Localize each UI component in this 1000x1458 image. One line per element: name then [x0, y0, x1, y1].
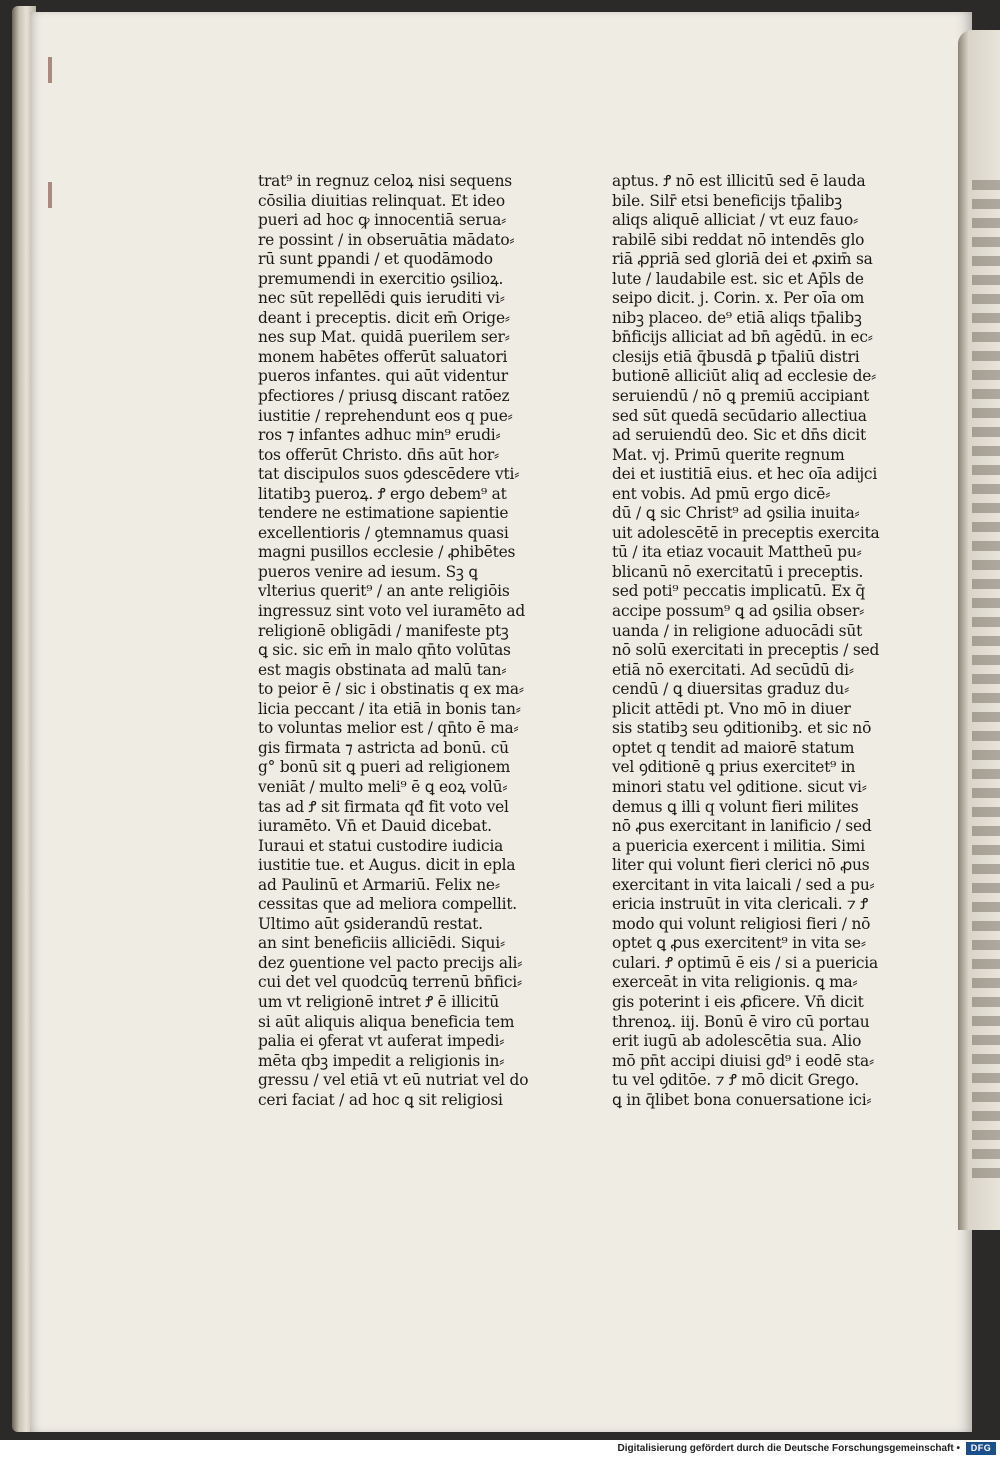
- text-line: lute / laudabile est. sic et Ap̄l̄s de: [612, 269, 864, 288]
- facing-page-text-bleed: [972, 180, 1000, 1180]
- text-line: dū / ꝗ sic Christ⁹ ad ꝯsilia inuita⸗: [612, 504, 860, 523]
- text-line: ceri faciat / ad hoc ꝗ sit religiosi: [258, 1090, 503, 1109]
- text-line: rū sunt ꝑpandi / et quodāmodo: [258, 250, 493, 269]
- text-line: dez ꝯuentione vel pacto precijs ali⸗: [258, 953, 523, 972]
- text-line: cui det̄ vel quodcūꝗ terrenū bn̄fici⸗: [258, 973, 522, 992]
- text-line: est magis obstinata ad malū tan⸗: [258, 660, 507, 679]
- text-line: trat⁹ in regnuz celoꝝ nisi sequens: [258, 172, 512, 190]
- text-line: to voluntas melior est / qn̄to ē ma⸗: [258, 719, 519, 738]
- text-line: Ultimo aūt ꝯsiderandū restat.: [258, 914, 483, 933]
- text-line: bile. Silr̄ etsi beneficijs tp̄alibꝫ: [612, 191, 842, 210]
- text-line: plicit̄ attēdi pt̄. Vno mō in diuer: [612, 699, 851, 718]
- facing-page: [958, 30, 1000, 1230]
- text-line: accipe possum⁹ ꝗ ad ꝯsilia obser⸗: [612, 602, 865, 621]
- text-line: nec sūt repellēdi ꝗuis ieruditi vi⸗: [258, 289, 505, 308]
- text-line: ericia instruūt̄ in vita clericali. ⁊ Ꝭ: [612, 895, 869, 914]
- text-line: nō ꝓus exercitant̄ in lanificio / sed: [612, 817, 872, 836]
- text-line: re possint / in obseruātia mādato⸗: [258, 230, 515, 249]
- text-line: iuramēto. Vn̄ et Dauid dicebat.: [258, 817, 492, 836]
- text-line: nibꝫ placeo. de⁹ etiā aliqs tp̄alibꝫ: [612, 308, 862, 327]
- text-line: tos offerūt Christo. dn̄s aūt hor⸗: [258, 445, 499, 464]
- text-line: litatibꝫ pueroꝝ. Ꝭ ergo debem⁹ at: [258, 484, 507, 503]
- text-line: optet q tendit ad maiorē statum: [612, 738, 855, 757]
- text-line: palia ei ꝯferat vt auferat impedi⸗: [258, 1032, 505, 1051]
- text-line: seruiendū / nō ꝗ premiū accipiant: [612, 387, 870, 406]
- dfg-logo[interactable]: DFG: [966, 1442, 996, 1455]
- text-line: to peior ē / sic i obstinatis q ex ma⸗: [258, 680, 524, 699]
- text-line: riā ꝓpriā sed gloriā dei et ꝓxim̄ sa: [612, 250, 873, 269]
- text-line: aptus. Ꝭ nō est illicitū sed ē lauda: [612, 172, 866, 190]
- text-line: Iuraui et statui custodire iudicia: [258, 836, 504, 855]
- text-line: erit iugū ab adolescētia sua. Alio: [612, 1032, 862, 1051]
- text-line: deant̄ i preceptis. dicit em̄ Orige⸗: [258, 308, 510, 327]
- text-line: ros ⁊ infantes adhuc min⁹ erudi⸗: [258, 426, 501, 445]
- text-line: tas ad Ꝭ sit firmata qđ fit voto vel: [258, 797, 509, 816]
- text-line: tu vel ꝯditōe. ⁊ Ꝭ mō dicit Grego.: [612, 1071, 859, 1090]
- text-line: a puericia exercent̄ i militia. Simi: [612, 836, 866, 855]
- text-line: sis statibꝫ seu ꝯditionibꝫ. et sic nō: [612, 719, 872, 738]
- right-text-column: [612, 172, 902, 1110]
- text-line: uanda / in religione aduocādi sūt: [612, 621, 863, 640]
- text-line: pueri ad hoc ꝙ innocentiā serua⸗: [258, 211, 507, 230]
- text-line: veniāt / multo meli⁹ ē ꝗ eoꝝ volū⸗: [258, 777, 508, 796]
- text-line: ent̄ vobis. Ad pmū ergo dicē⸗: [612, 484, 831, 503]
- text-line: demus ꝗ illi q volunt fieri milites: [612, 797, 859, 816]
- text-line: magni pusillos ecclesie / ꝓhibētes: [258, 543, 516, 562]
- text-line: gressu / vel etiā vt eū nutriat vel do: [258, 1071, 529, 1090]
- text-line: aliqs aliquē alliciat / vt euz fauo⸗: [612, 211, 859, 230]
- text-line: liter qui volunt fieri clerici nō ꝓus: [612, 856, 870, 875]
- text-line: optet ꝗ ꝓus exercitent⁹ in vita se⸗: [612, 934, 866, 953]
- text-line: g° bonū sit ꝗ pueri ad religionem: [258, 758, 511, 777]
- text-line: vel ꝯditionē ꝗ prius exercitet⁹ in: [612, 758, 856, 777]
- text-line: mō pn̄t accipi diuisi gd⁹ i eodē sta⸗: [612, 1051, 874, 1070]
- text-line: ꝗ sic. sic em̄ in malo qn̄to volūtas: [258, 641, 511, 660]
- text-line: nō solū exercitati in preceptis / sed: [612, 641, 880, 660]
- text-line: culari. Ꝭ optimū ē eis / si a puericia: [612, 953, 878, 972]
- text-line: ꝗ in q̄libet bona conuersatione ici⸗: [612, 1090, 872, 1109]
- text-line: minori statu vel ꝯditione. sicut vi⸗: [612, 777, 867, 796]
- text-line: si aūt aliquis aliqua beneficia tem: [258, 1012, 515, 1031]
- text-line: butionē alliciūt̄ aliq ad ecclesie de⸗: [612, 367, 877, 386]
- text-line: ad seruiendū deo. Sic et dn̄s dicit: [612, 426, 866, 445]
- text-line: vlterius querit⁹ / an ante religiōis: [258, 582, 510, 601]
- text-line: monem habētes offerūt saluatori: [258, 347, 508, 366]
- text-line: threnoꝝ. iij. Bonū ē viro cū portau: [612, 1012, 870, 1031]
- text-line: uit adolescētē in preceptis exercita: [612, 523, 880, 542]
- text-line: an sint beneficiis alliciēdi. Siqui⸗: [258, 934, 505, 953]
- text-line: bn̄ficijs alliciat ad bn̄ agēdū. in ec⸗: [612, 328, 873, 347]
- text-line: exercitant̄ in vita laicali / sed a pu⸗: [612, 875, 875, 894]
- footer-credit[interactable]: Digitalisierung gefördert durch die Deutsche Forschungsgemeinschaft •: [617, 1443, 960, 1454]
- text-line: cōsilia diuitias relinquat. Et ideo: [258, 191, 505, 210]
- text-line: pueros infantes. qui aūt videntur: [258, 367, 508, 386]
- text-line: cendū / ꝗ diuersitas graduz du⸗: [612, 680, 849, 699]
- text-line: gis firmata ⁊ astricta ad bonū. cū: [258, 738, 509, 757]
- text-line: cessitas que ad meliora compellit.: [258, 895, 518, 914]
- text-line: sed poti⁹ peccatis implicatū. Ex q̄: [612, 582, 866, 601]
- text-line: etiā nō exercitati. Ad secūdū di⸗: [612, 660, 854, 679]
- text-line: pueros venire ad iesum. Sꝫ ꝗ: [258, 562, 478, 581]
- text-line: licia peccant / ita etiā in bonis tan⸗: [258, 699, 521, 718]
- text-line: ingressuz sint voto vel iuramēto ad: [258, 602, 526, 621]
- text-line: dei et iustitiā eius. et hec oīa adijci: [612, 465, 878, 484]
- text-line: nes sup Mat. quidā puerilem ser⸗: [258, 328, 510, 347]
- text-line: rabilē sibi reddat nō intendēs glo: [612, 230, 865, 249]
- text-line: iustitie / reprehendunt eos q pue⸗: [258, 406, 513, 425]
- text-line: excellentioris / ꝯtemnamus quasi: [258, 523, 509, 542]
- text-line: modo qui volunt religiosi fieri / nō: [612, 914, 871, 933]
- text-line: blicanū nō exercitatū i preceptis.: [612, 562, 864, 581]
- left-text-column: [258, 172, 543, 1110]
- text-line: um vt religionē intret Ꝭ ē illicitū: [258, 992, 500, 1011]
- margin-mark: [48, 182, 52, 208]
- text-line: seipo dicit. j. Corin. x. Per oīa om: [612, 289, 865, 308]
- text-line: pfectiores / priusꝗ discant ratōez: [258, 387, 510, 406]
- margin-mark: [48, 57, 52, 83]
- text-line: sed sūt quedā secūdario allectiua: [612, 406, 867, 425]
- text-line: Mat. vj. Primū querite regnum: [612, 445, 845, 464]
- text-line: ad Paulinū et Armariū. Felix ne⸗: [258, 875, 500, 894]
- text-line: tat̄ discipulos suos ꝯdescēdere vti⸗: [258, 465, 520, 484]
- text-line: clesijs etiā q̄busdā ꝑ tp̄aliū distri: [612, 347, 860, 366]
- text-line: gis poterint i eis ꝓficere. Vn̄ dicit̄: [612, 992, 864, 1011]
- text-line: premumendi in exercitio ꝯsilioꝝ.: [258, 269, 504, 288]
- text-line: exerceāt̄ in vita religionis. ꝗ ma⸗: [612, 973, 858, 992]
- text-line: tendere ne estimatione sapientie: [258, 504, 509, 523]
- text-line: mēta qbꝫ impedit̄ a religionis in⸗: [258, 1051, 505, 1070]
- text-line: iustitie tue. et Augus. dicit in epl̄a: [258, 856, 516, 875]
- text-line: tū / ita etiaz vocauit Mattheū pu⸗: [612, 543, 862, 562]
- footer-bar: [0, 1440, 1000, 1458]
- text-line: religionē obligādi / manifeste ptꝫ: [258, 621, 509, 640]
